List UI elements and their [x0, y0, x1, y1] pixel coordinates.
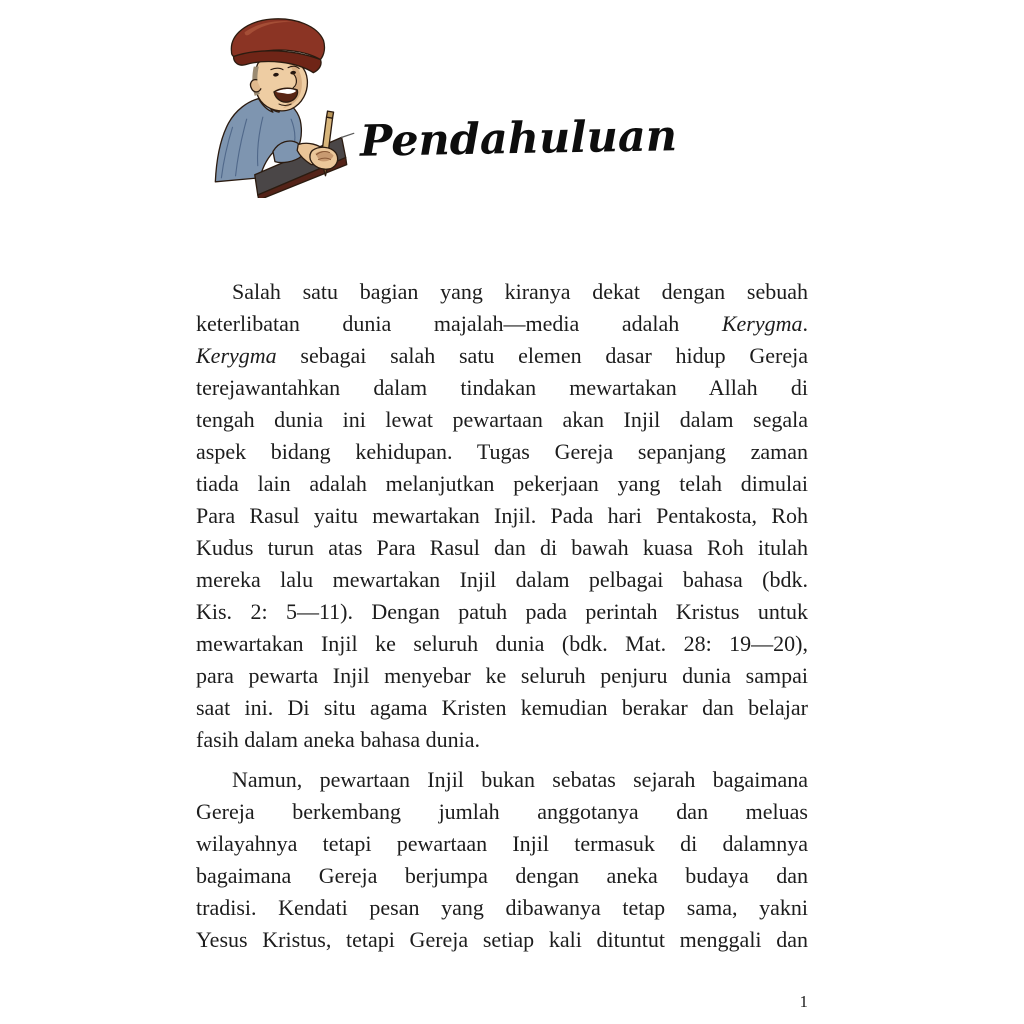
text-line: Gereja berkembang jumlah anggotanya dan meluas	[196, 799, 808, 824]
text-line: fasih dalam aneka bahasa dunia.	[196, 727, 481, 752]
text-line: Salah satu bagian yang kiranya dekat dengan sebuah	[232, 279, 808, 304]
man-writing-cartoon-icon	[202, 6, 356, 198]
man-writing-illustration	[202, 6, 356, 198]
text-line: Kudus turun atas Para Rasul dan di bawah kuasa Roh itulah	[196, 535, 808, 560]
text-line: para pewarta Injil menyebar ke seluruh penjuru dunia sampai	[196, 663, 808, 688]
text-line: mereka lalu mewartakan Injil dalam pelbagai bahasa (bdk.	[196, 567, 808, 592]
text-line: Kerygma sebagai salah satu elemen dasar hidup Gereja	[196, 343, 808, 368]
text-line: tiada lain adalah melanjutkan pekerjaan yang telah dimulai	[196, 471, 808, 496]
text-line: saat ini. Di situ agama Kristen kemudian berakar dan belajar	[196, 695, 808, 720]
text-line: tengah dunia ini lewat pewartaan akan Injil dalam segala	[196, 407, 808, 432]
text-line: wilayahnya tetapi pewartaan Injil termasuk di dalamnya	[196, 831, 808, 856]
body-text	[196, 276, 808, 956]
text-line: bagaimana Gereja berjumpa dengan aneka budaya dan	[196, 863, 808, 888]
text-line: tradisi. Kendati pesan yang dibawanya tetap sama, yakni	[196, 895, 808, 920]
paragraph	[196, 764, 808, 956]
text-line: Kis. 2: 5—11). Dengan patuh pada perintah Kristus untuk	[196, 599, 808, 624]
text-line: mewartakan Injil ke seluruh dunia (bdk. Mat. 28: 19—20),	[196, 631, 808, 656]
text-line: Namun, pewartaan Injil bukan sebatas sejarah bagaimana	[232, 767, 808, 792]
text-line: aspek bidang kehidupan. Tugas Gereja sepanjang zaman	[196, 439, 808, 464]
text-line: keterlibatan dunia majalah—media adalah Kerygma.	[196, 311, 808, 336]
text-line: Yesus Kristus, tetapi Gereja setiap kali dituntut menggali dan	[196, 927, 808, 952]
page-title: Pendahuluan	[359, 111, 678, 167]
page-number: 1	[799, 992, 808, 1011]
paragraph	[196, 276, 808, 756]
text-line: Para Rasul yaitu mewartakan Injil. Pada hari Pentakosta, Roh	[196, 503, 808, 528]
text-line: terejawantahkan dalam tindakan mewartakan Allah di	[196, 375, 808, 400]
